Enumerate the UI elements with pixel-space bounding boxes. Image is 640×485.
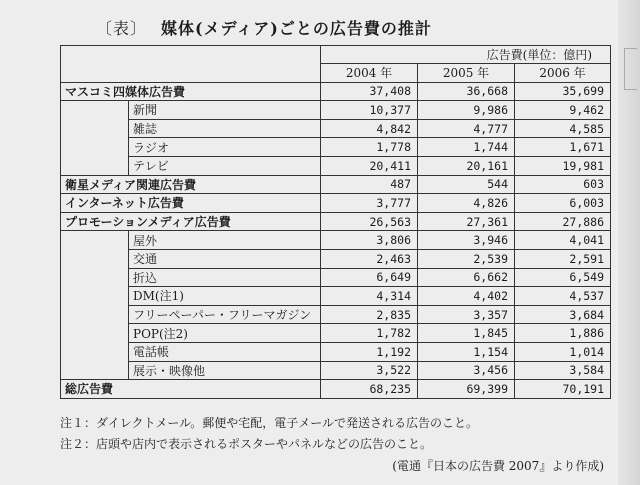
row-label: POP(注2) <box>129 324 321 343</box>
table-row <box>61 361 611 380</box>
title-tag: 〔表〕 <box>96 19 148 38</box>
cell-value: 9,462 <box>515 101 611 120</box>
cell-value: 4,585 <box>515 119 611 138</box>
cell-value: 4,842 <box>321 119 418 138</box>
footnotes <box>60 413 478 455</box>
cell-value: 4,777 <box>418 119 515 138</box>
table-row <box>61 175 611 194</box>
cell-value: 68,235 <box>321 380 418 399</box>
cell-value: 1,744 <box>418 138 515 157</box>
cell-value: 26,563 <box>321 212 418 231</box>
cell-value: 3,946 <box>418 231 515 250</box>
table-row-total <box>61 380 611 399</box>
cell-value: 27,886 <box>515 212 611 231</box>
cell-value: 6,662 <box>418 268 515 287</box>
year-header: 2004 年 <box>321 64 418 83</box>
header-row-unit <box>61 46 611 64</box>
cell-value: 1,154 <box>418 342 515 361</box>
cell-value: 1,671 <box>515 138 611 157</box>
cell-value: 19,981 <box>515 156 611 175</box>
row-label: テレビ <box>129 156 321 175</box>
row-label: 交通 <box>129 249 321 268</box>
edge-mark <box>624 48 637 90</box>
table-row <box>61 324 611 343</box>
cell-value: 1,014 <box>515 342 611 361</box>
table-row <box>61 101 611 120</box>
row-label: 展示・映像他 <box>129 361 321 380</box>
cell-value: 4,041 <box>515 231 611 250</box>
row-label: 屋外 <box>129 231 321 250</box>
row-label: マスコミ四媒体広告費 <box>61 82 321 101</box>
cell-value: 3,777 <box>321 194 418 213</box>
table-row <box>61 231 611 250</box>
cell-value: 1,192 <box>321 342 418 361</box>
cell-value: 2,591 <box>515 249 611 268</box>
cell-value: 37,408 <box>321 82 418 101</box>
title-text: 媒体(メディア)ごとの広告費の推計 <box>161 19 432 38</box>
cell-value: 2,835 <box>321 305 418 324</box>
cell-value: 544 <box>418 175 515 194</box>
indent-cell <box>61 231 129 380</box>
cell-value: 9,986 <box>418 101 515 120</box>
cell-value: 27,361 <box>418 212 515 231</box>
table-row <box>61 305 611 324</box>
row-label: 電話帳 <box>129 342 321 361</box>
cell-value: 487 <box>321 175 418 194</box>
table-row <box>61 82 611 101</box>
ad-spend-table <box>60 45 611 399</box>
cell-value: 6,649 <box>321 268 418 287</box>
table-row <box>61 194 611 213</box>
table-row <box>61 212 611 231</box>
table-row <box>61 119 611 138</box>
row-label: 雑誌 <box>129 119 321 138</box>
cell-value: 4,537 <box>515 287 611 306</box>
cell-value: 3,584 <box>515 361 611 380</box>
footnote: 注２：店頭や店内で表示されるポスターやパネルなどの広告のこと。 <box>60 437 433 451</box>
cell-value: 70,191 <box>515 380 611 399</box>
page-title <box>96 16 432 39</box>
cell-value: 3,522 <box>321 361 418 380</box>
year-header: 2005 年 <box>418 64 515 83</box>
cell-value: 20,411 <box>321 156 418 175</box>
cell-value: 3,456 <box>418 361 515 380</box>
table-row <box>61 342 611 361</box>
cell-value: 603 <box>515 175 611 194</box>
table-row <box>61 156 611 175</box>
cell-value: 2,463 <box>321 249 418 268</box>
header-corner <box>61 46 321 83</box>
cell-value: 36,668 <box>418 82 515 101</box>
row-label: DM(注1) <box>129 287 321 306</box>
footnote: 注１：ダイレクトメール。郵便や宅配，電子メールで発送される広告のこと。 <box>60 416 478 430</box>
cell-value: 3,806 <box>321 231 418 250</box>
page-edge <box>618 0 640 485</box>
cell-value: 1,886 <box>515 324 611 343</box>
cell-value: 1,782 <box>321 324 418 343</box>
row-label: 折込 <box>129 268 321 287</box>
cell-value: 4,826 <box>418 194 515 213</box>
cell-value: 1,845 <box>418 324 515 343</box>
cell-value: 3,684 <box>515 305 611 324</box>
cell-value: 4,402 <box>418 287 515 306</box>
row-label: 新聞 <box>129 101 321 120</box>
source-citation: (電通『日本の広告費 2007』より作成) <box>392 459 604 473</box>
table-row <box>61 138 611 157</box>
cell-value: 4,314 <box>321 287 418 306</box>
row-label: 総広告費 <box>61 380 321 399</box>
table-row <box>61 287 611 306</box>
cell-value: 69,399 <box>418 380 515 399</box>
cell-value: 6,549 <box>515 268 611 287</box>
indent-cell <box>61 101 129 175</box>
year-header: 2006 年 <box>515 64 611 83</box>
table-row <box>61 249 611 268</box>
cell-value: 20,161 <box>418 156 515 175</box>
row-label: フリーペーパー・フリーマガジン <box>129 305 321 324</box>
table-row <box>61 268 611 287</box>
row-label: インターネット広告費 <box>61 194 321 213</box>
cell-value: 6,003 <box>515 194 611 213</box>
cell-value: 35,699 <box>515 82 611 101</box>
cell-value: 3,357 <box>418 305 515 324</box>
row-label: 衛星メディア関連広告費 <box>61 175 321 194</box>
row-label: ラジオ <box>129 138 321 157</box>
row-label: プロモーションメディア広告費 <box>61 212 321 231</box>
cell-value: 10,377 <box>321 101 418 120</box>
cell-value: 1,778 <box>321 138 418 157</box>
unit-header: 広告費(単位：億円) <box>321 46 611 64</box>
cell-value: 2,539 <box>418 249 515 268</box>
